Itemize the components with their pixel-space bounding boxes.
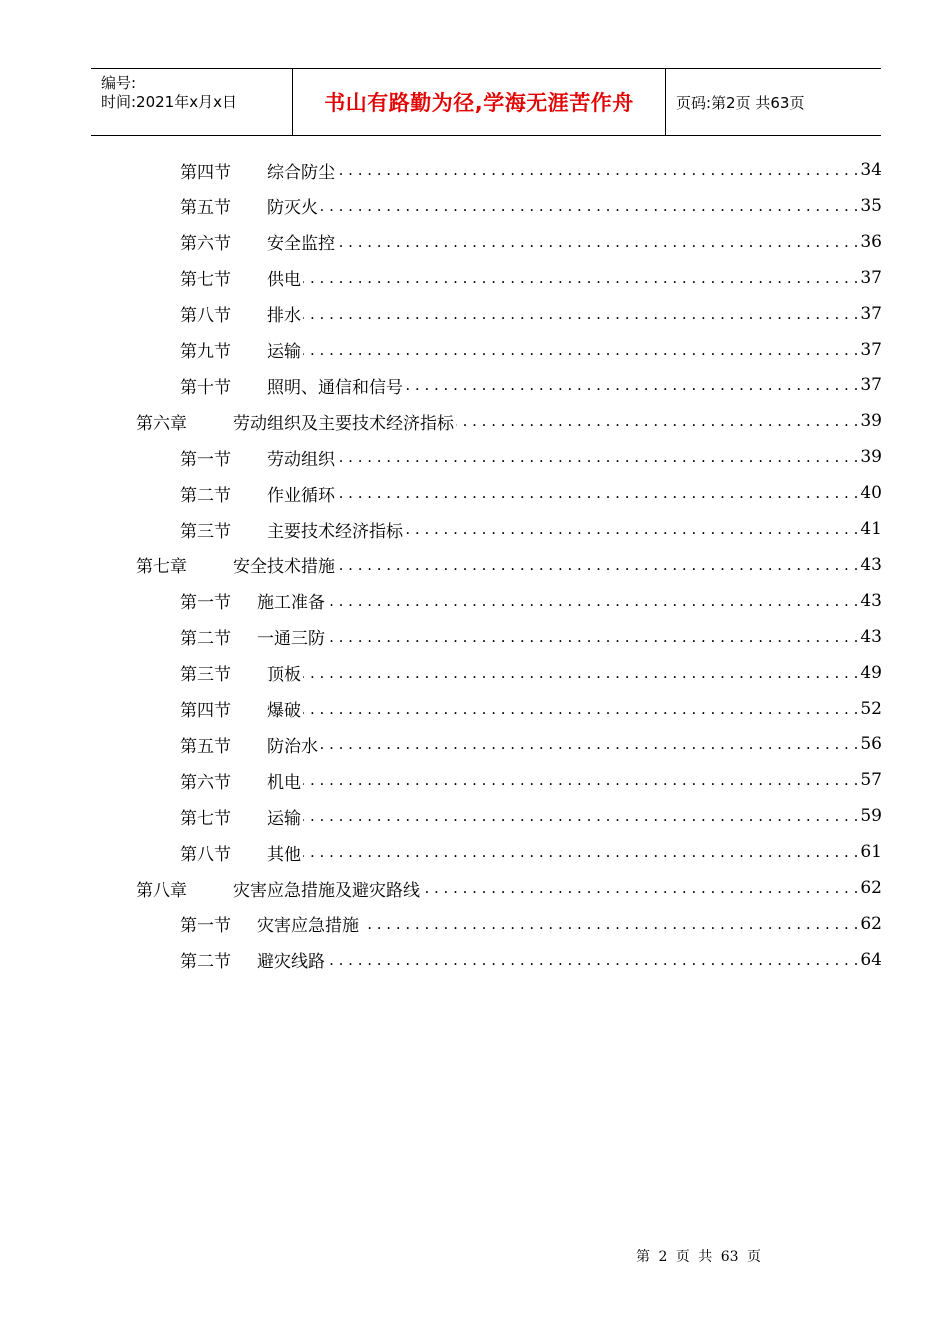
toc-entry-title: 运输	[267, 808, 301, 829]
toc-entry-number: 第一节	[180, 916, 231, 937]
toc-entry-page: 37	[860, 303, 882, 324]
toc-dot-leader	[327, 627, 858, 647]
toc-entry-page: 35	[860, 195, 882, 216]
toc-entry-page: 43	[860, 590, 882, 611]
toc-entry-page: 37	[860, 375, 882, 396]
toc-entry-title: 顶板	[267, 665, 301, 686]
toc-entry-number: 第七节	[180, 808, 231, 829]
toc-entry-title: 避灾线路	[257, 952, 325, 973]
toc-section-row[interactable]	[180, 442, 882, 472]
toc-section-row[interactable]	[180, 694, 882, 724]
toc-dot-leader	[337, 555, 858, 575]
toc-dot-leader	[327, 950, 858, 970]
toc-entry-page: 61	[860, 842, 882, 863]
toc-chapter-row[interactable]	[136, 873, 882, 903]
toc-entry-title: 作业循环	[267, 485, 335, 506]
toc-entry-page: 40	[860, 483, 882, 504]
toc-entry-title: 灾害应急措施及避灾路线	[233, 880, 420, 901]
toc-entry-number: 第二节	[180, 629, 231, 650]
toc-section-row[interactable]	[180, 765, 882, 795]
toc-entry-number: 第三节	[180, 665, 231, 686]
toc-section-row[interactable]	[180, 622, 882, 652]
toc-section-row[interactable]	[180, 191, 882, 221]
header-meta-cell	[91, 69, 293, 135]
toc-entry-title: 安全监控	[267, 234, 335, 255]
toc-entry-title: 供电	[267, 270, 301, 291]
toc-entry-page: 34	[860, 160, 882, 180]
toc-entry-page: 39	[860, 411, 882, 432]
toc-entry-page: 52	[860, 698, 882, 719]
toc-section-row[interactable]	[180, 370, 882, 400]
toc-entry-page: 64	[860, 949, 882, 970]
toc-entry-number: 第四节	[180, 701, 231, 721]
toc-entry-number: 第六章	[136, 413, 187, 434]
toc-entry-number: 第五节	[180, 736, 231, 757]
toc-section-row[interactable]	[180, 945, 882, 975]
toc-entry-number: 第六节	[180, 772, 231, 793]
toc-section-row[interactable]	[180, 729, 882, 759]
toc-entry-page: 43	[860, 554, 882, 575]
toc-entry-title: 防治水	[267, 736, 318, 757]
toc-entry-title: 防灭火	[267, 198, 318, 219]
toc-dot-leader	[361, 914, 858, 934]
toc-entry-title: 其他	[267, 844, 301, 865]
toc-entry-page: 43	[860, 626, 882, 647]
toc-dot-leader	[422, 878, 858, 898]
toc-section-row[interactable]	[180, 586, 882, 616]
toc-entry-page: 37	[860, 267, 882, 288]
toc-entry-number: 第三节	[180, 521, 231, 542]
toc-dot-leader	[303, 304, 858, 324]
header-page-info-cell	[666, 69, 881, 135]
toc-entry-title: 劳动组织	[267, 449, 335, 470]
toc-dot-leader	[456, 411, 858, 431]
toc-dot-leader	[303, 340, 858, 360]
toc-dot-leader	[327, 591, 858, 611]
toc-entry-number: 第九节	[180, 342, 231, 362]
header-page-info: 页码:第2页 共63页	[676, 93, 805, 112]
toc-entry-title: 照明、通信和信号	[267, 377, 403, 398]
toc-section-row[interactable]	[180, 299, 882, 329]
toc-section-row[interactable]	[180, 658, 882, 688]
header-motto: 书山有路勤为径,学海无涯苦作舟	[324, 91, 634, 115]
toc-entry-number: 第八节	[180, 306, 231, 327]
toc-chapter-row[interactable]	[136, 550, 882, 580]
toc-dot-leader	[303, 268, 858, 288]
toc-dot-leader	[337, 447, 858, 467]
toc-entry-number: 第一节	[180, 593, 231, 614]
toc-dot-leader	[337, 232, 858, 252]
toc-section-row[interactable]	[180, 837, 882, 867]
toc-entry-number: 第七章	[136, 557, 187, 578]
toc-section-row[interactable]	[180, 909, 882, 939]
toc-entry-number: 第十节	[180, 377, 231, 398]
toc-section-row[interactable]	[180, 335, 882, 365]
toc-entry-number: 第七节	[180, 270, 231, 291]
toc-entry-title: 劳动组织及主要技术经济指标	[233, 413, 454, 434]
toc-section-row[interactable]	[180, 514, 882, 544]
toc-entry-number: 第二节	[180, 485, 231, 506]
toc-section-row[interactable]	[180, 155, 882, 185]
toc-entry-number: 第六节	[180, 234, 231, 255]
toc-entry-page: 49	[860, 662, 882, 683]
toc-entry-page: 41	[860, 519, 882, 539]
toc-entry-page: 59	[860, 806, 882, 827]
toc-dot-leader	[303, 806, 858, 826]
toc-entry-number: 第五节	[180, 198, 231, 219]
toc-section-row[interactable]	[180, 263, 882, 293]
toc-entry-page: 37	[860, 339, 882, 360]
toc-entry-title: 灾害应急措施	[257, 916, 359, 937]
toc-entry-title: 施工准备	[257, 593, 325, 614]
toc-entry-title: 爆破	[267, 701, 301, 721]
toc-entry-page: 39	[860, 447, 882, 468]
page-footer: 第 2 页 共 63 页	[636, 1249, 761, 1265]
toc-entry-page: 36	[860, 231, 882, 252]
toc-section-row[interactable]	[180, 227, 882, 257]
toc-entry-number: 第四节	[180, 162, 231, 183]
document-code-label: 编号:	[101, 74, 137, 92]
toc-entry-page: 57	[860, 770, 882, 791]
toc-entry-number: 第八节	[180, 844, 231, 865]
toc-entry-page: 56	[860, 734, 882, 755]
toc-entry-title: 排水	[267, 306, 301, 327]
toc-entry-title: 综合防尘	[267, 162, 335, 183]
toc-section-row[interactable]	[180, 801, 882, 831]
document-time-label: 时间:2021年x月x日	[101, 93, 237, 111]
toc-entry-title: 安全技术措施	[233, 557, 335, 578]
toc-entry-page: 62	[860, 913, 882, 934]
toc-entry-number: 第二节	[180, 952, 231, 973]
toc-entry-page: 62	[860, 878, 882, 898]
toc-dot-leader	[320, 734, 858, 754]
toc-chapter-row[interactable]	[136, 406, 882, 436]
toc-entry-title: 主要技术经济指标	[267, 521, 403, 542]
toc-dot-leader	[303, 663, 858, 683]
toc-dot-leader	[303, 699, 858, 719]
toc-dot-leader	[303, 770, 858, 790]
toc-dot-leader	[303, 842, 858, 862]
toc-dot-leader	[337, 483, 858, 503]
toc-entry-title: 一通三防	[257, 629, 325, 650]
toc-entry-title: 机电	[267, 772, 301, 793]
toc-dot-leader	[337, 160, 858, 180]
toc-dot-leader	[405, 519, 858, 539]
toc-entry-title: 运输	[267, 342, 301, 362]
toc-section-row[interactable]	[180, 478, 882, 508]
page-header	[91, 68, 881, 136]
header-motto-cell	[293, 69, 666, 135]
toc-entry-number: 第八章	[136, 880, 187, 901]
toc-entry-number: 第一节	[180, 449, 231, 470]
toc-dot-leader	[405, 375, 858, 395]
toc-dot-leader	[320, 196, 858, 216]
